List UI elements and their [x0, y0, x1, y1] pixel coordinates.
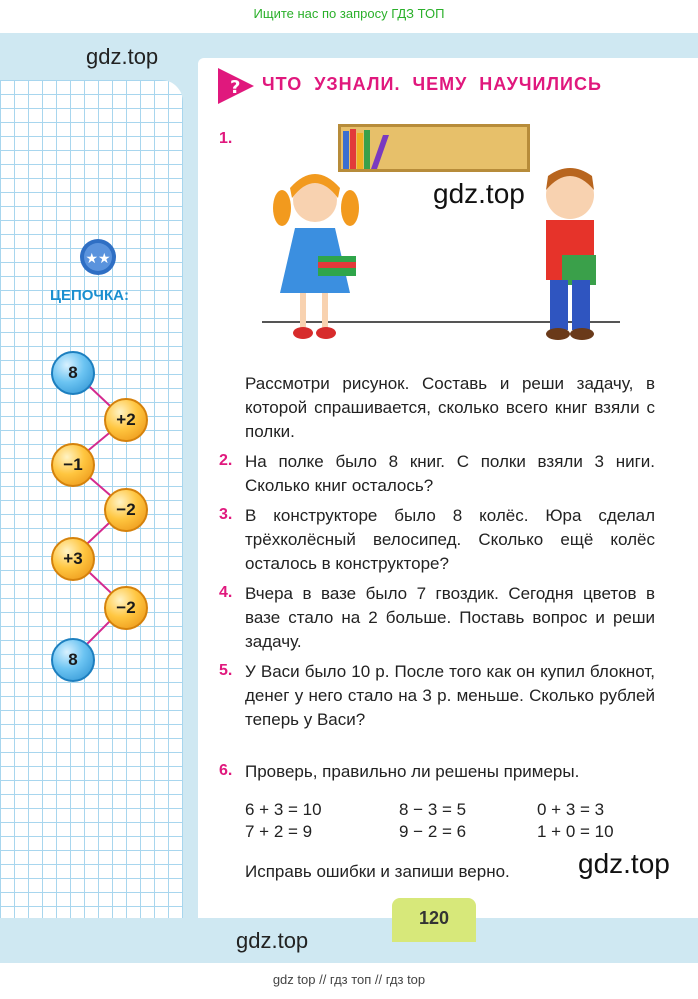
task-4-number: 4.	[219, 584, 233, 601]
example-5: 9 − 2 = 6	[399, 822, 467, 841]
example-4: 7 + 2 = 9	[245, 822, 313, 841]
footer-links[interactable]: gdz top // гдз топ // гдз top	[272, 972, 426, 987]
task-5-text: У Васи было 10 р. После того как он купил блокнот, денег у него стало на 3 р. меньше. Сколько рублей теперь у Васи?	[245, 662, 655, 729]
example-1: 6 + 3 = 10	[245, 800, 322, 819]
chain-ball-7: 8	[51, 638, 95, 682]
task-2-number: 2.	[219, 452, 233, 469]
books-on-shelf	[343, 127, 403, 169]
example-3: 0 + 3 = 3	[537, 800, 605, 819]
girl-figure	[270, 168, 370, 348]
example-2: 8 − 3 = 5	[399, 800, 467, 819]
task-3-number: 3.	[219, 506, 233, 523]
svg-text:?: ?	[230, 77, 241, 98]
task-6-text: Проверь, правильно ли решены примеры.	[245, 762, 580, 781]
chain-ball-5: +3	[51, 537, 95, 581]
chain-ball-4: −2	[104, 488, 148, 532]
task-6-number: 6.	[219, 762, 233, 779]
task-5-number: 5.	[219, 662, 233, 679]
watermark-top-left: gdz.top	[86, 44, 159, 69]
example-6: 1 + 0 = 10	[537, 822, 614, 841]
task-3-text: В конструкторе было 8 колёс. Юра сделал трёхколёсный велосипед. Сколько ещё колёс осталось в конструкторе?	[245, 506, 655, 573]
fix-instruction: Исправь ошибки и запиши верно.	[245, 862, 510, 881]
stars-icon	[79, 238, 117, 276]
watermark-picture: gdz.top	[433, 178, 525, 209]
boy-figure	[528, 160, 618, 350]
chain-ball-6: −2	[104, 586, 148, 630]
chain-ball-1: 8	[51, 351, 95, 395]
watermark-bottom-right: gdz.top	[578, 848, 670, 879]
page-title: ЧТО УЗНАЛИ. ЧЕМУ НАУЧИЛИСЬ	[262, 74, 602, 94]
top-banner[interactable]: Ищите нас по запросу ГДЗ ТОП	[253, 6, 445, 21]
task-1-text: Рассмотри рисунок. Составь и реши задачу, в которой спрашивается, сколько всего книг взяли с полки.	[245, 374, 655, 441]
watermark-bottom-left: gdz.top	[236, 928, 309, 953]
chain-ball-2: +2	[104, 398, 148, 442]
chain-label: ЦЕПОЧКА:	[50, 287, 129, 304]
page-number: 120	[392, 898, 476, 942]
chain-ball-3: −1	[51, 443, 95, 487]
task-4-text: Вчера в вазе было 7 гвоздик. Сегодня цветов в вазе стало на 2 больше. Поставь вопрос и реши задачу.	[245, 584, 655, 651]
question-mark-icon	[216, 66, 256, 106]
svg-text:★★: ★★	[85, 251, 111, 267]
task-2-text: На полке было 8 книг. С полки взяли 3 ниги. Сколько книг осталось?	[245, 452, 655, 495]
task-1-number: 1.	[219, 130, 233, 147]
